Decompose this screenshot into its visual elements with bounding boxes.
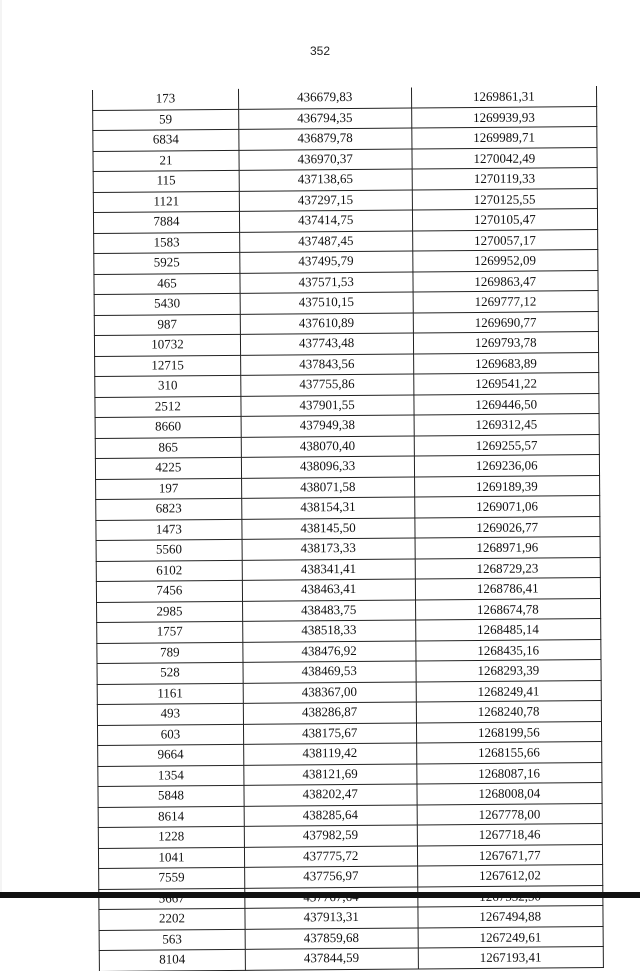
point-number-cell: 1121 — [93, 191, 239, 213]
point-number-cell: 2512 — [95, 396, 241, 418]
x-coordinate-cell: 437913,31 — [245, 907, 418, 929]
y-coordinate-cell: 1269690,77 — [413, 311, 599, 333]
point-number-cell: 493 — [97, 703, 243, 725]
x-coordinate-cell: 437949,38 — [241, 415, 414, 437]
x-coordinate-cell: 438154,31 — [242, 497, 415, 519]
x-coordinate-cell: 437843,56 — [240, 353, 413, 375]
y-coordinate-cell: 1268786,41 — [415, 578, 601, 600]
y-coordinate-cell: 1268435,16 — [415, 639, 601, 661]
x-coordinate-cell: 438096,33 — [241, 456, 414, 478]
point-number-cell: 2985 — [97, 601, 243, 623]
point-number-cell: 865 — [95, 437, 241, 459]
table-row — [99, 947, 603, 971]
point-number-cell: 789 — [97, 642, 243, 664]
page-number: 352 — [309, 44, 331, 58]
y-coordinate-cell: 1267671,77 — [417, 844, 603, 866]
y-coordinate-cell: 1270105,47 — [412, 209, 598, 231]
y-coordinate-cell: 1270119,33 — [412, 168, 598, 190]
x-coordinate-cell: 436794,35 — [238, 107, 411, 129]
x-coordinate-cell: 438173,33 — [242, 538, 415, 560]
point-number-cell: 197 — [96, 478, 242, 500]
x-coordinate-cell: 437859,68 — [245, 927, 418, 949]
point-number-cell: 8104 — [99, 949, 245, 971]
y-coordinate-cell: 1268674,78 — [415, 598, 601, 620]
x-coordinate-cell: 437756,97 — [244, 866, 417, 888]
y-coordinate-cell: 1268008,04 — [416, 783, 602, 805]
y-coordinate-cell: 1269861,31 — [411, 86, 597, 107]
point-number-cell: 528 — [97, 662, 243, 684]
point-number-cell: 9664 — [98, 744, 244, 766]
y-coordinate-cell: 1269189,39 — [414, 475, 600, 497]
y-coordinate-cell: 1267718,46 — [417, 824, 603, 846]
y-coordinate-cell: 1267612,02 — [417, 865, 603, 887]
y-coordinate-cell: 1270057,17 — [412, 229, 598, 251]
y-coordinate-cell: 1268155,66 — [416, 742, 602, 764]
y-coordinate-cell: 1269683,89 — [413, 352, 599, 374]
x-coordinate-cell: 438071,58 — [241, 476, 414, 498]
x-coordinate-cell: 436970,37 — [239, 148, 412, 170]
x-coordinate-cell: 437487,45 — [239, 230, 412, 252]
point-number-cell: 5430 — [94, 293, 240, 315]
x-coordinate-cell: 437982,59 — [244, 825, 417, 847]
point-number-cell: 2202 — [99, 908, 245, 930]
point-number-cell: 8660 — [95, 416, 241, 438]
x-coordinate-cell: 437901,55 — [241, 394, 414, 416]
x-coordinate-cell: 437755,86 — [241, 374, 414, 396]
x-coordinate-cell: 438145,50 — [242, 517, 415, 539]
x-coordinate-cell: 437775,72 — [244, 845, 417, 867]
point-number-cell: 12715 — [95, 355, 241, 377]
point-number-cell: 6102 — [96, 560, 242, 582]
point-number-cell: 7884 — [93, 211, 239, 233]
x-coordinate-cell: 438483,75 — [242, 599, 415, 621]
y-coordinate-cell: 1268199,56 — [416, 721, 602, 743]
x-coordinate-cell: 438070,40 — [241, 435, 414, 457]
y-coordinate-cell: 1269236,06 — [414, 455, 600, 477]
point-number-cell: 5560 — [96, 539, 242, 561]
y-coordinate-cell: 1269793,78 — [413, 332, 599, 354]
point-number-cell: 173 — [92, 89, 238, 110]
y-coordinate-cell: 1269939,93 — [411, 106, 597, 128]
point-number-cell: 8614 — [98, 806, 244, 828]
point-number-cell: 310 — [95, 375, 241, 397]
coordinate-table-body — [92, 86, 603, 971]
x-coordinate-cell: 436879,78 — [239, 128, 412, 150]
y-coordinate-cell: 1269989,71 — [411, 127, 597, 149]
x-coordinate-cell: 438469,53 — [243, 661, 416, 683]
x-coordinate-cell: 437571,53 — [240, 271, 413, 293]
y-coordinate-cell: 1269026,77 — [414, 516, 600, 538]
point-number-cell: 1228 — [98, 826, 244, 848]
x-coordinate-cell: 437495,79 — [240, 251, 413, 273]
y-coordinate-cell: 1267193,41 — [418, 947, 604, 969]
y-coordinate-cell: 1269312,45 — [414, 414, 600, 436]
y-coordinate-cell: 1269777,12 — [413, 291, 599, 313]
y-coordinate-cell: 1269071,06 — [414, 496, 600, 518]
x-coordinate-cell: 438202,47 — [244, 784, 417, 806]
y-coordinate-cell: 1267778,00 — [417, 803, 603, 825]
y-coordinate-cell: 1267249,61 — [418, 926, 604, 948]
point-number-cell: 7456 — [96, 580, 242, 602]
point-number-cell: 10732 — [94, 334, 240, 356]
y-coordinate-cell: 1270042,49 — [411, 147, 597, 169]
x-coordinate-cell: 437844,59 — [245, 948, 418, 970]
point-number-cell: 1583 — [94, 232, 240, 254]
point-number-cell: 603 — [97, 724, 243, 746]
point-number-cell: 1041 — [98, 847, 244, 869]
point-number-cell: 6834 — [93, 129, 239, 151]
scan-edge — [0, 0, 2, 898]
point-number-cell: 59 — [93, 109, 239, 131]
point-number-cell: 465 — [94, 273, 240, 295]
x-coordinate-cell: 437297,15 — [239, 189, 412, 211]
x-coordinate-cell: 438121,69 — [244, 763, 417, 785]
y-coordinate-cell: 1268971,96 — [415, 537, 601, 559]
x-coordinate-cell: 438463,41 — [242, 579, 415, 601]
y-coordinate-cell: 1269952,09 — [412, 250, 598, 272]
y-coordinate-cell: 1267494,88 — [417, 906, 603, 928]
y-coordinate-cell: 1270125,55 — [412, 188, 598, 210]
point-number-cell: 4225 — [95, 457, 241, 479]
x-coordinate-cell: 438285,64 — [244, 804, 417, 826]
y-coordinate-cell: 1268485,14 — [415, 619, 601, 641]
x-coordinate-cell: 438341,41 — [242, 558, 415, 580]
y-coordinate-cell: 1269863,47 — [412, 270, 598, 292]
point-number-cell: 115 — [93, 170, 239, 192]
x-coordinate-cell: 438119,42 — [243, 743, 416, 765]
scan-bottom-edge — [0, 892, 640, 898]
x-coordinate-cell: 436679,83 — [238, 87, 411, 108]
point-number-cell: 1354 — [98, 765, 244, 787]
point-number-cell: 1757 — [97, 621, 243, 643]
point-number-cell: 6823 — [96, 498, 242, 520]
x-coordinate-cell: 437138,65 — [239, 169, 412, 191]
point-number-cell: 563 — [99, 929, 245, 951]
point-number-cell: 7559 — [99, 867, 245, 889]
x-coordinate-cell: 438175,67 — [243, 722, 416, 744]
y-coordinate-cell: 1268240,78 — [416, 701, 602, 723]
x-coordinate-cell: 437743,48 — [240, 333, 413, 355]
point-number-cell: 987 — [94, 314, 240, 336]
x-coordinate-cell: 437510,15 — [240, 292, 413, 314]
coordinate-table — [92, 86, 604, 971]
y-coordinate-cell: 1268087,16 — [416, 762, 602, 784]
x-coordinate-cell: 438518,33 — [242, 620, 415, 642]
point-number-cell: 21 — [93, 150, 239, 172]
x-coordinate-cell: 438286,87 — [243, 702, 416, 724]
point-number-cell: 5925 — [94, 252, 240, 274]
x-coordinate-cell: 438476,92 — [243, 640, 416, 662]
y-coordinate-cell: 1268729,23 — [415, 557, 601, 579]
point-number-cell: 1473 — [96, 519, 242, 541]
y-coordinate-cell: 1268293,39 — [415, 660, 601, 682]
x-coordinate-cell: 437414,75 — [239, 210, 412, 232]
point-number-cell: 1161 — [97, 683, 243, 705]
coordinate-table-container — [92, 86, 604, 971]
y-coordinate-cell: 1269255,57 — [414, 434, 600, 456]
x-coordinate-cell: 438367,00 — [243, 681, 416, 703]
y-coordinate-cell: 1268249,41 — [416, 680, 602, 702]
y-coordinate-cell: 1269446,50 — [413, 393, 599, 415]
point-number-cell: 5848 — [98, 785, 244, 807]
x-coordinate-cell: 437610,89 — [240, 312, 413, 334]
y-coordinate-cell: 1269541,22 — [413, 373, 599, 395]
